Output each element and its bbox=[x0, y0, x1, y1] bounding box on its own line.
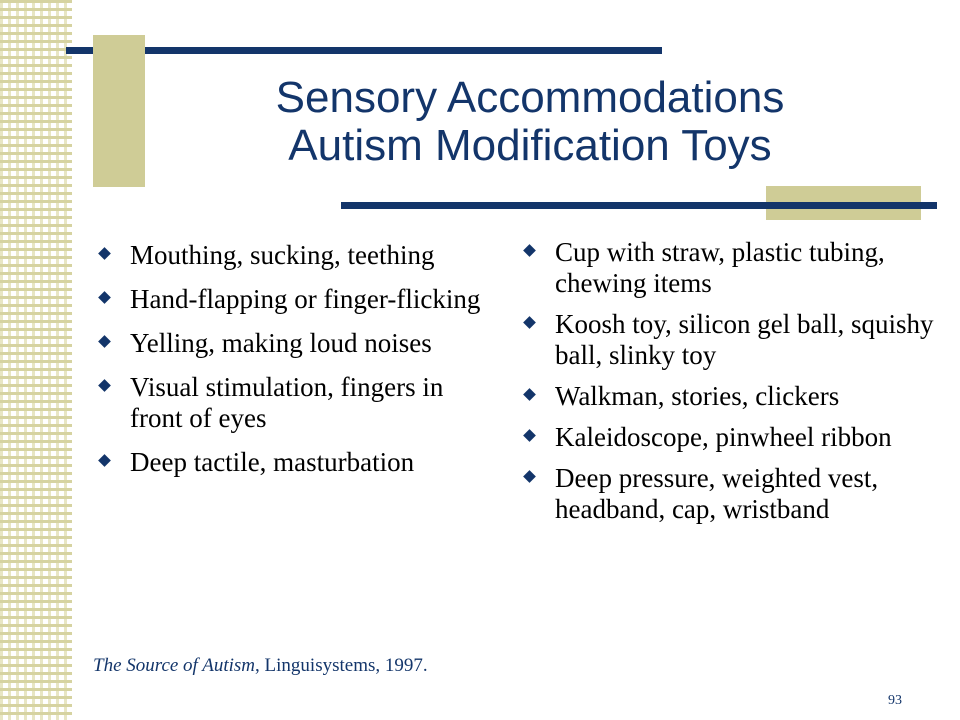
list-item: Yelling, making loud noises bbox=[97, 328, 482, 359]
diamond-bullet-icon bbox=[523, 316, 536, 329]
behaviors-list bbox=[97, 240, 482, 478]
diamond-bullet-icon bbox=[523, 470, 536, 483]
diamond-bullet-icon bbox=[98, 454, 111, 467]
title-rule-top bbox=[66, 47, 662, 54]
behaviors-column bbox=[97, 240, 482, 491]
title-accent-block-top bbox=[93, 35, 145, 187]
slide-title-line-2: Autism Modification Toys bbox=[288, 121, 772, 170]
diamond-bullet-icon bbox=[523, 388, 536, 401]
diamond-bullet-icon bbox=[98, 335, 111, 348]
title-rule-bottom bbox=[341, 202, 937, 209]
list-item: Cup with straw, plastic tubing, chewing items bbox=[522, 237, 942, 299]
list-item: Deep tactile, masturbation bbox=[97, 447, 482, 478]
list-item: Kaleidoscope, pinwheel ribbon bbox=[522, 422, 942, 453]
diamond-bullet-icon bbox=[98, 379, 111, 392]
list-item: Deep pressure, weighted vest, headband, cap, wristband bbox=[522, 463, 942, 525]
toys-column bbox=[522, 237, 942, 535]
diamond-bullet-icon bbox=[523, 429, 536, 442]
diamond-bullet-icon bbox=[523, 244, 536, 257]
list-item: Koosh toy, silicon gel ball, squishy ball, slinky toy bbox=[522, 309, 942, 371]
slide-title-line-1: Sensory Accommodations bbox=[275, 73, 785, 122]
list-item: Mouthing, sucking, teething bbox=[97, 240, 482, 271]
slide-number: 93 bbox=[888, 693, 902, 708]
citation-details: , Linguisystems, 1997. bbox=[255, 655, 428, 676]
source-citation bbox=[93, 655, 428, 677]
toys-list bbox=[522, 237, 942, 525]
slide-title bbox=[160, 74, 900, 170]
diamond-bullet-icon bbox=[98, 247, 111, 260]
decorative-stripe-bar bbox=[0, 0, 72, 720]
list-item: Walkman, stories, clickers bbox=[522, 381, 942, 412]
diamond-bullet-icon bbox=[98, 291, 111, 304]
citation-title: The Source of Autism bbox=[93, 655, 256, 676]
list-item: Visual stimulation, fingers in front of eyes bbox=[97, 372, 482, 434]
list-item: Hand-flapping or finger-flicking bbox=[97, 284, 482, 315]
